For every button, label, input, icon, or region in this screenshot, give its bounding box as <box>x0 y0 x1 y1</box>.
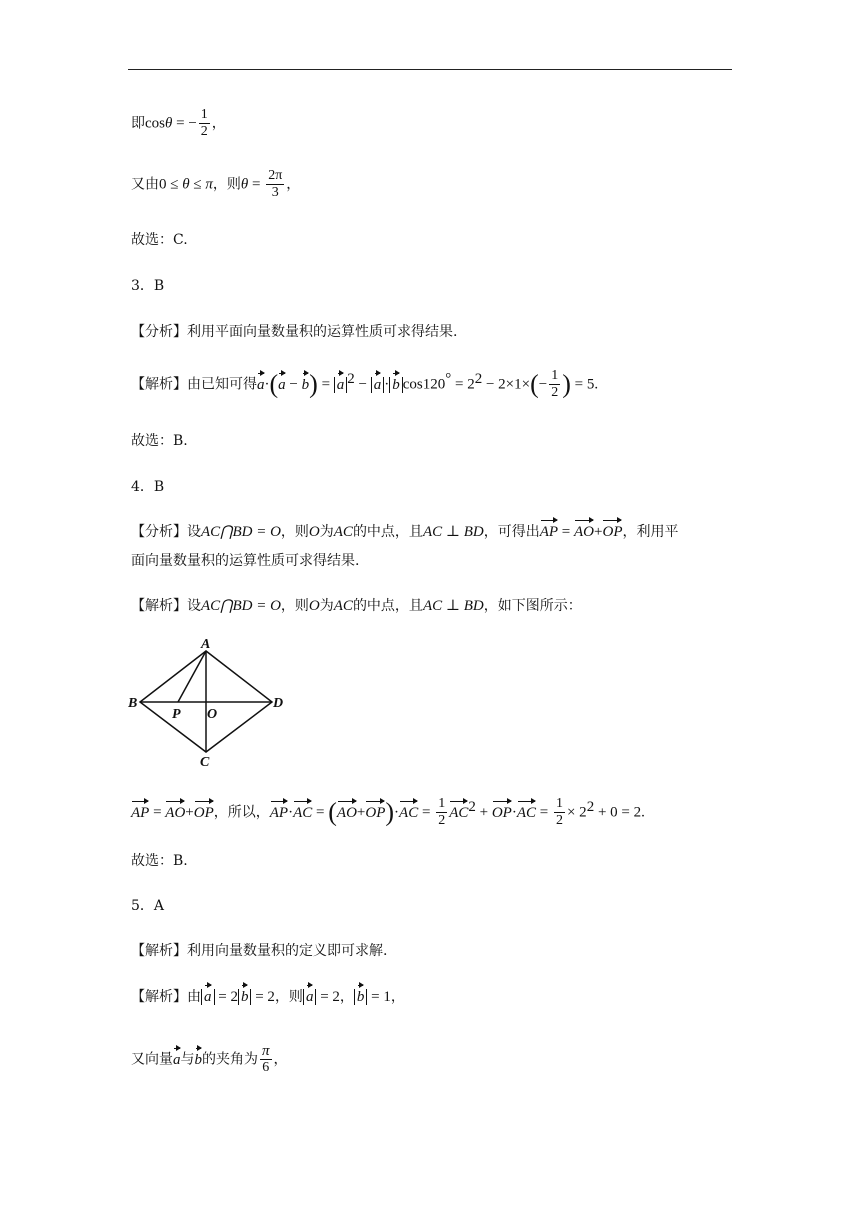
line-cos-theta: 即cosθ = − $\frac{1}{2}$ ， <box>131 107 226 139</box>
dot-product-line: AP = AO+OP，所以，AP·AC = (AO+OP)·AC = $\frac{1}{2}$ $AC^2 + OP\cdot AC$ = $\frac{1}{2}$ × $2^2 + 0 = 2$. <box>131 796 645 828</box>
fraction: $\frac{1}{2}$ <box>200 107 208 139</box>
solution-tag: 【解析】 <box>131 598 187 614</box>
analysis-tag: 【分析】 <box>131 324 187 340</box>
header-rule <box>128 69 732 70</box>
fraction: $\frac{1}{2}$ <box>438 796 446 828</box>
label-P: P <box>172 707 181 722</box>
analysis-tag: 【分析】 <box>131 524 187 540</box>
solution-line: 【解析】设AC⋂BD = O，则O为AC的中点，且AC ⊥ BD，如下图所示： <box>131 598 582 614</box>
fraction: $\frac{\pi}{6}$ <box>262 1043 270 1075</box>
angle-line: 又向量a与b的夹角为 $\frac{\pi}{6}$ ， <box>131 1043 288 1075</box>
fraction: $\frac{1}{2}$ <box>555 796 563 828</box>
fraction: $\frac{2\pi}{3}$ <box>268 168 283 200</box>
analysis-line: 【分析】设AC⋂BD = O，则O为AC的中点，且AC ⊥ BD，可得出AP = AO+OP，利用平 <box>131 524 679 540</box>
analysis-line-cont: 面向量数量积的运算性质可求得结果. <box>131 553 360 569</box>
label-C: C <box>200 755 210 770</box>
label-D: D <box>273 696 284 711</box>
line-theta-range: 又由0 ≤ θ ≤ π，则θ = $\frac{2\pi}{3}$ ， <box>131 168 301 200</box>
rhombus-figure <box>128 634 288 770</box>
solution-line: 【解析】由已知可得a·(a − b) = a $^2$ − a · b $\cos 120^\circ = 2^2 - 2\times 1\times(-$ $\frac{1}{2}$ ) = 5. <box>131 368 599 400</box>
fraction: $\frac{1}{2}$ <box>551 368 559 400</box>
segment-ap <box>178 651 206 702</box>
label-B: B <box>128 696 138 711</box>
label-O: O <box>207 707 218 722</box>
label-A: A <box>201 637 211 652</box>
answer-line: 故选：B. <box>131 433 188 449</box>
analysis-line: 【分析】利用平面向量数量积的运算性质可求得结果. <box>131 324 458 340</box>
analysis-line: 【解析】利用向量数量积的定义即可求解. <box>131 943 388 959</box>
question-number: 4．B <box>131 479 165 495</box>
answer-line: 故选：B. <box>131 853 188 869</box>
answer-line: 故选：C. <box>131 232 188 248</box>
solution-tag: 【解析】 <box>131 989 187 1005</box>
analysis-tag: 【解析】 <box>131 943 187 959</box>
solution-tag: 【解析】 <box>131 376 187 393</box>
solution-line: 【解析】由 a = 2 b = 2，则 a = 2， b = 1， <box>131 989 405 1005</box>
question-number: 5．A <box>131 898 165 914</box>
question-number: 3．B <box>131 278 165 294</box>
